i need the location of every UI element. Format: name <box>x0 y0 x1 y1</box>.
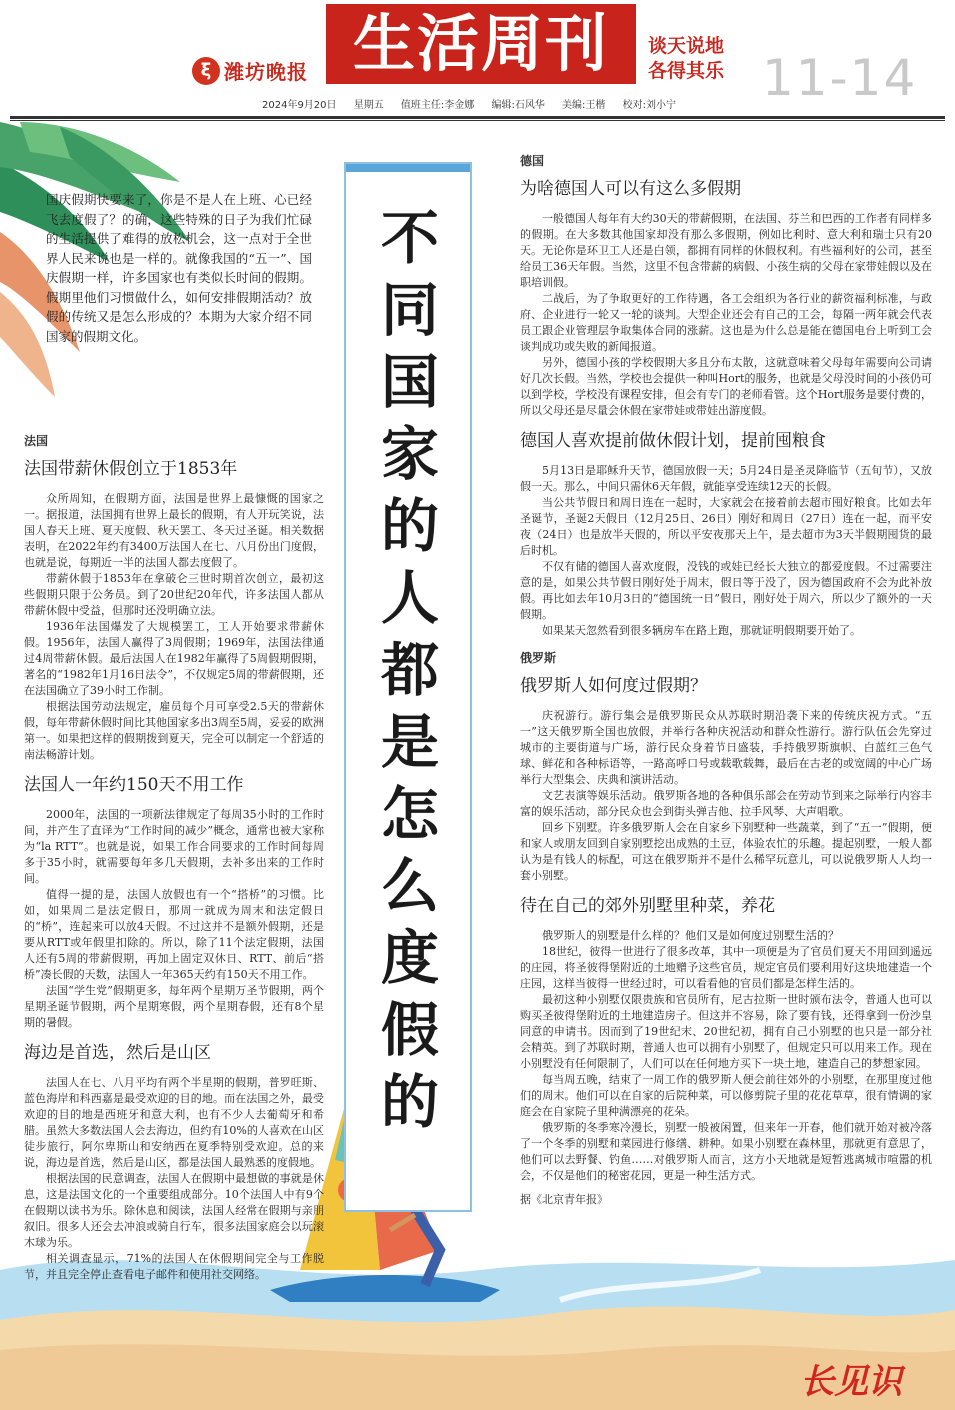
paragraph: 回乡下别墅。许多俄罗斯人会在自家乡下别墅种一些蔬菜，到了“五一”假期，便和家人或朋友回到自家别墅挖出成熟的土豆，体验农忙的乐趣。提起别墅，一般人都认为是有钱人的标配，可这在俄罗斯并不是什么稀罕玩意儿，可以说俄罗斯人人均一套小别墅。 <box>520 821 932 882</box>
paragraph: 1936年法国爆发了大规模罢工，工人开始要求带薪休假。1956年，法国人赢得了3周假期；1969年，法国法律通过4周带薪休假。最后法国人在1982年赢得了5周假期假期，著名的“1982年1月16日法令”，不仅规定5周的带薪假期，还在法国确立了39小时工作制。 <box>24 620 324 697</box>
france-column <box>24 432 324 1283</box>
paragraph: 文艺表演等娱乐活动。俄罗斯各地的各种俱乐部会在劳动节到来之际举行内容丰富的娱乐活动，部分民众也会到街头弹吉他、拉手风琴、大声唱歌。 <box>520 789 932 818</box>
paragraph: 5月13日是耶稣升天节，德国放假一天；5月24日是圣灵降临节（五旬节），又放假一天。那么，中间只需休6天年假，就能享受连续12天的长假。 <box>520 464 932 493</box>
footer-brand: 长见识 <box>800 1362 902 1402</box>
section-title: 为啥德国人可以有这么多假期 <box>520 179 741 199</box>
section-title: 德国人喜欢提前做休假计划，提前囤粮食 <box>520 431 826 451</box>
country-label-germany: 德国 <box>520 154 545 168</box>
section-title: 法国带薪休假创立于1853年 <box>24 459 238 479</box>
section-title: 法国人一年约150天不用工作 <box>24 775 244 795</box>
source-credit: 据《北京青年报》 <box>520 1193 608 1206</box>
page-range: 11-14 <box>762 49 918 107</box>
paragraph: 众所周知，在假期方面，法国是世界上最慷慨的国家之一。据报道，法国拥有世界上最长的假期，有人开玩笑说，法国人春天上班、夏天度假、秋天罢工、冬天过圣诞。相关数据表明，在2022年约有3400万法国人在七、八月份出门度假，也就是说，每期近一半的法国人都去度假了。 <box>24 492 324 569</box>
masthead-rule-thin <box>10 120 945 121</box>
paper-logo-icon: ξ <box>192 57 220 85</box>
paragraph: 另外，德国小孩的学校假期大多且分布太散，这就意味着父母每年需要向公司请好几次长假。当然，学校也会提供一种叫Hort的服务，也就是父母没时间的小孩仍可以到学校，学校没有课程安排，但会有专门的老师看管。这个Hort服务是要付费的，所以父母还是尽量会休假在家带娃或带娃出游度假。 <box>520 356 932 417</box>
paragraph: 当公共节假日和周日连在一起时，大家就会在接着前去超市囤好粮食。比如去年圣诞节，圣诞2天假日（12月25日、26日）刚好和周日（27日）连在一起，而平安夜（24日）也是放半天假的，所以平安夜那天上午，是去超市为3天半假期囤货的最后时机。 <box>520 496 932 557</box>
supplement-title: 生活周刊 <box>352 7 609 80</box>
intro-paragraph: 国庆假期快要来了，你是不是人在上班、心已经飞去度假了？的确，这些特殊的日子为我们忙碌的生活提供了难得的放松机会，这一点对于全世界人民来说也是一样的。就像我国的“五一”、国庆假期一样，许多国家也有类似长时间的假期。假期里他们习惯做什么，如何安排假期活动？放假的传统又是怎么形成的？本期为大家介绍不同国家的假期文化。 <box>46 192 312 344</box>
art-editor: 美编:王楷 <box>562 100 606 111</box>
country-label-russia: 俄罗斯 <box>520 651 557 665</box>
paragraph: 带薪休假于1853年在拿破仑三世时期首次创立，最初这些假期只限于公务员。到了20世纪20年代，许多法国人都从带薪休假中受益，但那时还没明确立法。 <box>24 572 324 617</box>
paragraph: 每当周五晚，结束了一周工作的俄罗斯人便会前往郊外的小别墅，在那里度过他们的周末。他们可以在自家的后院种菜，可以修剪院子里的花花草草，很有情调的家庭会在自家院子里种满漂亮的花朵。 <box>520 1073 932 1118</box>
intro-text <box>46 190 312 346</box>
main-headline: 不同国家的人都是怎么度假的 <box>381 204 440 1136</box>
paragraph: 法国“学生党”假期更多，每年两个星期万圣节假期，两个星期圣诞节假期，两个星期寒假，两个星期春假，还有8个星期的暑假。 <box>24 984 324 1029</box>
paragraph: 最初这种小别墅仅限贵族和官员所有，尼古拉斯一世时颁布法令，普通人也可以购买圣彼得堡附近的土地建造房子。但这并不容易，除了要有钱，还得拿到一份沙皇同意的申请书。因而到了19世纪末、20世纪初，拥有自己小别墅的也只是一部分社会精英。到了苏联时期，普通人也可以拥有小别墅了，但规定只可以用来工作。现在小别墅没有任何限制了，人们可以在任何地方买下一块土地，建造自己的梦想家园。 <box>520 993 932 1070</box>
paper-logo-name: 潍坊晚报 <box>224 60 308 84</box>
paragraph: 二战后，为了争取更好的工作待遇，各工会组织为各行业的薪资福利标准，与政府、企业进行一轮又一轮的谈判。大型企业还会有自己的工会，每隔一两年就会代表员工跟企业管理层争取集体合同的涨薪。这也是为什么总是能在德国电台上听到工会谈判成功或失败的新闻报道。 <box>520 292 932 353</box>
paragraph: 2000年，法国的一项新法律规定了每周35小时的工作时间，并产生了直译为“工作时间的减少”概念，通常也被大家称为“la RTT”。也就是说，如果工作合同要求的工作时间每周多于35小时，就需要每年多几天假期，去补多出来的工作时间。 <box>24 808 324 885</box>
editor: 编辑:石风华 <box>491 100 545 111</box>
supplement-title-box <box>326 4 636 84</box>
slogan-line: 各得其乐 <box>648 60 725 82</box>
slogan-line: 谈天说地 <box>648 35 725 57</box>
paragraph: 值得一提的是，法国人放假也有一个“搭桥”的习惯。比如，如果周二是法定假日，那周一就成为周末和法定假日的“桥”，连起来可以放4天假。不过这并不是额外假期，还是要从RTT或年假里扣除的。所以，除了11个法定假期，法国人还有5周的带薪假期，再加上固定双休日、RTT、前后“搭桥”凑长假的天数，法国人一年365天约有150天不用工作。 <box>24 888 324 981</box>
paragraph: 根据法国劳动法规定，雇员每个月可享受2.5天的带薪休假，每年带薪休假时间比其他国家多出3周至5周，妥妥的欧洲第一。如果把这样的假期拨到夏天，完全可以制定一个舒适的南法畅游计划。 <box>24 700 324 761</box>
proofreader: 校对:刘小宁 <box>622 100 676 111</box>
paragraph: 如果某天忽然看到很多辆房车在路上跑，那就证明假期要开始了。 <box>542 624 861 637</box>
masthead-rule <box>10 116 945 119</box>
editor-on-duty: 值班主任:李金娜 <box>400 100 475 111</box>
slogan <box>648 34 724 84</box>
headline-accent-bar <box>346 164 470 172</box>
headline-box <box>344 162 472 1212</box>
issue-weekday: 星期五 <box>353 100 384 111</box>
paragraph: 法国人在七、八月平均有两个半星期的假期，普罗旺斯、蓝色海岸和科西嘉是最受欢迎的目的地。而在法国之外，最受欢迎的目的地是西班牙和意大利，也有不少人去葡萄牙和希腊。虽然大多数法国人会去海边，但约有10%的人喜欢在山区徒步旅行，阿尔卑斯山和安纳西在夏季特别受欢迎。总的来说，海边是首选，然后是山区，都是法国人最熟悉的度假地。 <box>24 1076 324 1169</box>
masthead <box>0 0 955 120</box>
section-title: 待在自己的郊外别墅里种菜，养花 <box>520 896 775 916</box>
paragraph: 根据法国的民意调查，法国人在假期中最想做的事就是休息，这是法国文化的一个重要组成部分。10个法国人中有9个在假期以读书为乐。除休息和阅读，法国人经常在假期与亲朋叙旧。很多人还会去冲浪或骑自行车，很多法国家庭会以玩滚木球为乐。 <box>24 1172 324 1249</box>
section-title: 俄罗斯人如何度过假期？ <box>520 676 707 696</box>
paragraph: 不仅有储的德国人喜欢度假，没钱的或娃已经长大独立的都爱度假。不过需要注意的是，如果公共节假日刚好处于周末，假日等于没了，因为德国政府不会为此补放假。再比如去年10月3日的“德国统一日”假日，刚好处于周六，所以少了额外的一天假期。 <box>520 560 932 621</box>
paragraph: 俄罗斯人的别墅是什么样的？他们又是如何度过别墅生活的？ <box>542 929 839 942</box>
issue-date: 2024年9月20日 <box>262 100 337 111</box>
paragraph: 相关调查显示，71%的法国人在休假期间完全与工作脱节，并且完全停止查看电子邮件和使用社交网络。 <box>24 1252 324 1281</box>
germany-russia-column <box>520 152 932 1208</box>
paper-logo <box>192 56 308 85</box>
section-title: 海边是首选，然后是山区 <box>24 1043 211 1063</box>
paragraph: 俄罗斯的冬季寒冷漫长，别墅一般被闲置，但来年一开春，他们就开始对被冷落了一个冬季的别墅和菜园进行修缮、耕种。如果小别墅在森林里，那就更有意思了，他们可以去野餐、钓鱼……对俄罗斯人而言，这方小天地就是短暂逃离城市喧嚣的机会，不仅是他们的秘密花园，更是一种生活方式。 <box>520 1121 932 1182</box>
paragraph: 18世纪，彼得一世进行了很多改革，其中一项便是为了官员们夏天不用回到遥远的庄园，将圣彼得堡附近的土地赠予这些官员，规定官员们要利用好这块地建造一个庄园，这样当彼得一世经过时，可以看看他的官员们都是怎样生活的。 <box>520 945 932 990</box>
country-label-france: 法国 <box>24 434 49 448</box>
issue-info-line <box>262 96 690 111</box>
paragraph: 庆祝游行。游行集会是俄罗斯民众从苏联时期沿袭下来的传统庆祝方式。“五一”这天俄罗斯全国也放假，并举行各种庆祝活动和群众性游行。游行队伍会先穿过城市的主要街道与广场，游行民众身着节日盛装，手持俄罗斯旗帜、白蓝红三色气球、鲜花和各种标语等，一路高呼口号或载歌载舞，最后在古老的或宽阔的中心广场举行大型集会、庆典和演讲活动。 <box>520 709 932 786</box>
paragraph: 一般德国人每年有大约30天的带薪假期，在法国、芬兰和巴西的工作者有同样多的假期。在大多数其他国家却没有那么多假期，例如比利时、意大利和瑞士只有20天。无论你是环卫工人还是白领，都拥有同样的休假权利。有些福利好的公司，甚至给员工36天年假。当然，这里不包含带薪的病假、小孩生病的父母在家带娃假以及在职培训假。 <box>520 212 932 289</box>
